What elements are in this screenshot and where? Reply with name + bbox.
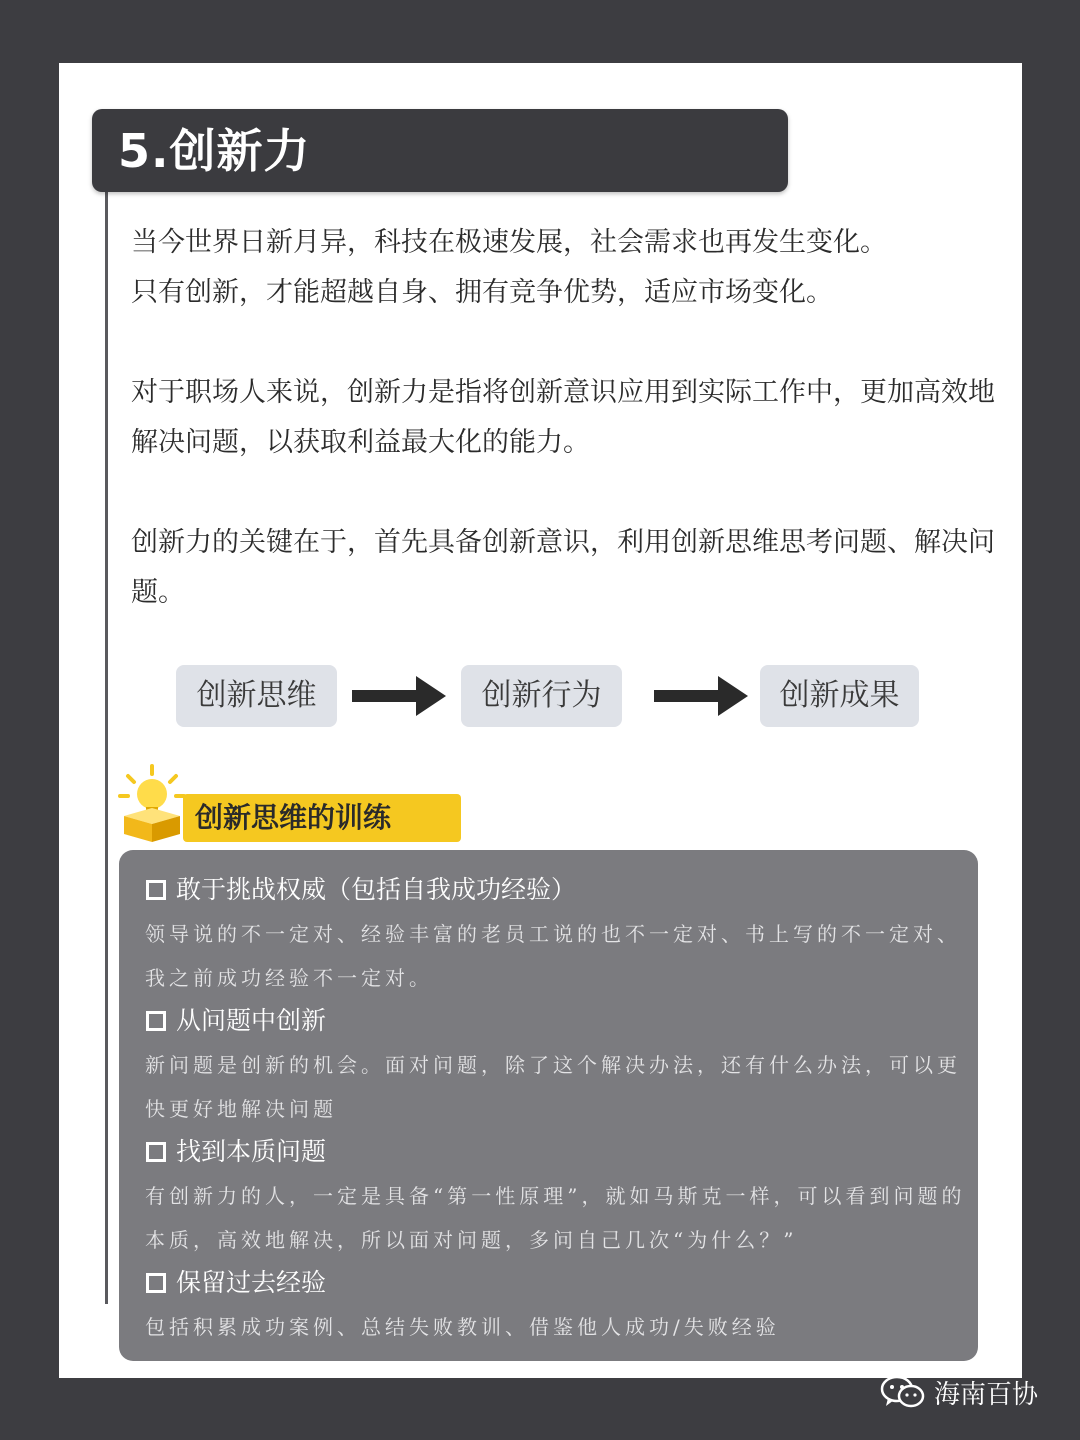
item-title: 敢于挑战权威（包括自我成功经验） xyxy=(176,875,577,904)
checkbox-icon xyxy=(146,1273,166,1293)
arrow-right-icon xyxy=(654,676,748,716)
item-title: 从问题中创新 xyxy=(176,1006,327,1035)
paragraph-1: 当今世界日新月异，科技在极速发展，社会需求也再发生变化。 xyxy=(131,227,887,258)
section-title-bar xyxy=(92,109,788,192)
paragraph-2: 只有创新，才能超越自身、拥有竞争优势，适应市场变化。 xyxy=(131,277,833,308)
wechat-icon xyxy=(880,1374,926,1410)
lightbulb-icon xyxy=(118,764,190,844)
item-heading-4 xyxy=(146,1263,326,1303)
arrow-right-icon xyxy=(352,676,446,716)
flow-step-result: 创新成果 xyxy=(760,665,919,727)
item-heading-2 xyxy=(146,1001,326,1041)
checkbox-icon xyxy=(146,1142,166,1162)
watermark-text: 海南百协 xyxy=(934,1379,1039,1410)
paragraph-4: 创新力的关键在于，首先具备创新意识，利用创新思维思考问题、解决问题。 xyxy=(131,527,995,608)
page-title: 5.创新力 xyxy=(118,124,311,178)
checkbox-icon xyxy=(146,880,166,900)
item-body-1: 领导说的不一定对、经验丰富的老员工说的也不一定对、书上写的不一定对、我之前成功经验不一定对。 xyxy=(145,922,961,990)
paragraph-3: 对于职场人来说，创新力是指将创新意识应用到实际工作中，更加高效地解决问题，以获取利益最大化的能力。 xyxy=(131,377,995,458)
checkbox-icon xyxy=(146,1011,166,1031)
left-accent-line xyxy=(105,192,108,1304)
flow-step-thinking: 创新思维 xyxy=(176,665,337,727)
item-heading-1 xyxy=(146,870,576,910)
item-title: 找到本质问题 xyxy=(176,1137,327,1166)
flow-step-behavior: 创新行为 xyxy=(461,665,622,727)
watermark xyxy=(880,1372,1038,1412)
training-section-label xyxy=(183,794,461,842)
training-section-title: 创新思维的训练 xyxy=(195,801,392,834)
item-body-2: 新问题是创新的机会。面对问题，除了这个解决办法，还有什么办法，可以更快更好地解决问题 xyxy=(145,1053,961,1121)
item-heading-3 xyxy=(146,1132,326,1172)
item-title: 保留过去经验 xyxy=(176,1268,327,1297)
item-body-3: 有创新力的人，一定是具备“第一性原理”，就如马斯克一样，可以看到问题的本质，高效地解决，所以面对问题，多问自己几次“为什么？” xyxy=(145,1184,966,1252)
item-body-4: 包括积累成功案例、总结失败教训、借鉴他人成功/失败经验 xyxy=(145,1315,780,1339)
